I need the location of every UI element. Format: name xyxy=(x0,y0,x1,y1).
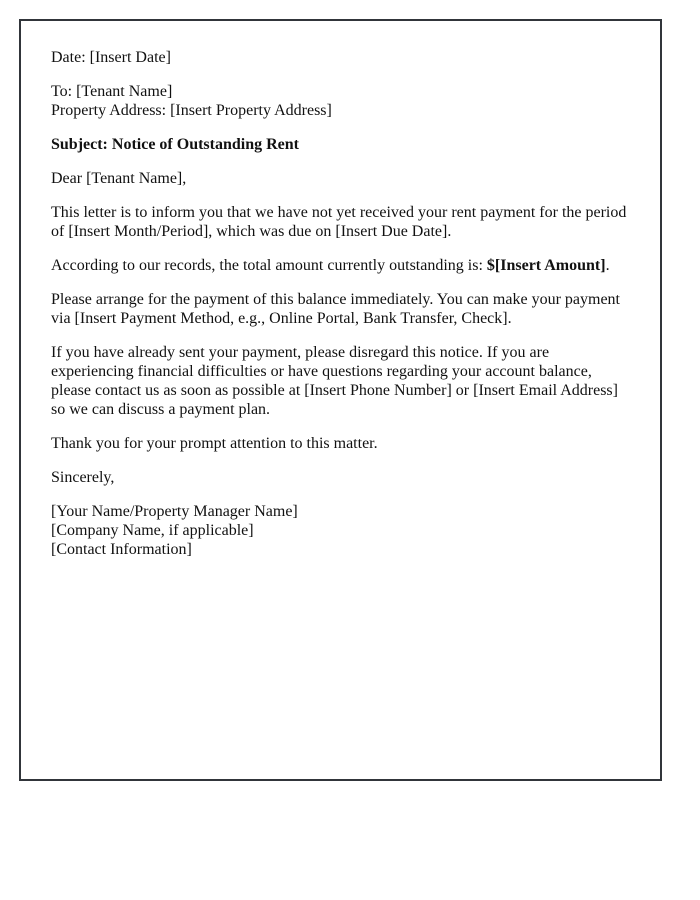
signature-block xyxy=(51,502,630,559)
date-line xyxy=(51,48,630,67)
signature-name: [Your Name/Property Manager Name] xyxy=(51,503,298,520)
paragraph-thanks: Thank you for your prompt attention to this matter. xyxy=(51,435,378,452)
paragraph-missed-payment: This letter is to inform you that we have not yet received your rent payment for the period of [Insert Month/Period], which was due on [Insert Due Date]. xyxy=(51,204,627,240)
paragraph-payment-instructions: Please arrange for the payment of this balance immediately. You can make your payment via [Insert Payment Method, e.g., Online Portal, Bank Transfer, Check]. xyxy=(51,291,620,327)
letter-document xyxy=(19,19,662,781)
to-line: To: [Tenant Name] xyxy=(51,83,173,100)
signature-company: [Company Name, if applicable] xyxy=(51,522,254,539)
paragraph-disregard-notice: If you have already sent your payment, please disregard this notice. If you are experiencing financial difficulties or have questions regarding your account balance, please contact us as soon as possible at [Insert Phone Number] or [Insert Email Address] so we can discuss a payment plan. xyxy=(51,344,618,418)
salutation: Dear [Tenant Name], xyxy=(51,170,187,187)
signature-contact: [Contact Information] xyxy=(51,541,192,558)
paragraph-amount-due xyxy=(51,256,630,275)
amount-due-value: $[Insert Amount] xyxy=(486,257,606,274)
subject-line: Subject: Notice of Outstanding Rent xyxy=(51,136,299,153)
property-address-line: Property Address: [Insert Property Address] xyxy=(51,102,332,119)
amount-due-prefix: According to our records, the total amount currently outstanding is: xyxy=(51,257,487,274)
amount-due-suffix: . xyxy=(605,257,610,274)
closing: Sincerely, xyxy=(51,469,115,486)
recipient-block xyxy=(51,82,630,120)
date-text: Date: [Insert Date] xyxy=(51,49,171,66)
